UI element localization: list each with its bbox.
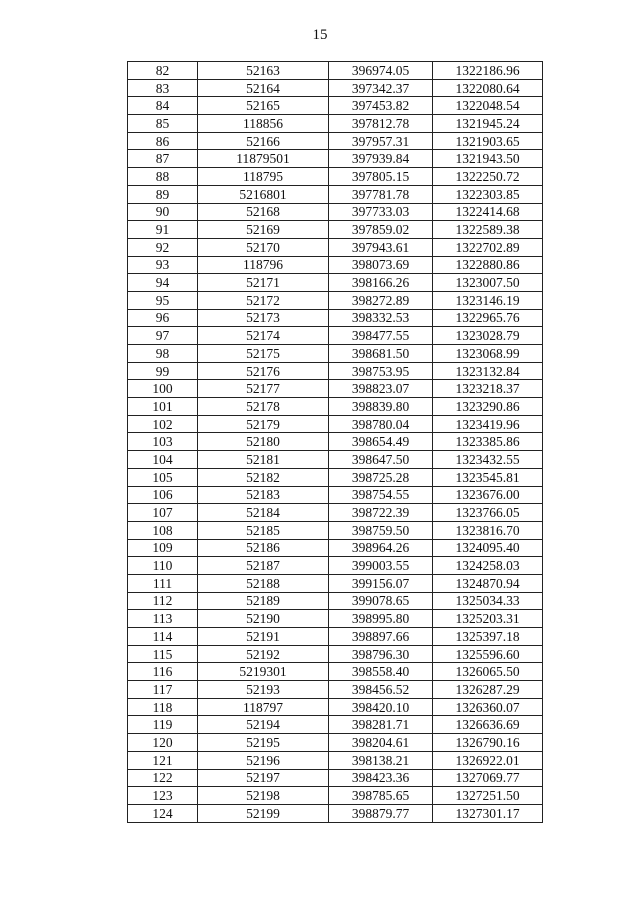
table-row (128, 734, 543, 752)
point-number-cell: 113 (128, 610, 198, 628)
table-row (128, 221, 543, 239)
table-row (128, 521, 543, 539)
y-coordinate-cell: 1323146.19 (433, 291, 543, 309)
table-row (128, 398, 543, 416)
point-id-cell: 52166 (198, 132, 329, 150)
point-number-cell: 119 (128, 716, 198, 734)
point-number-cell: 98 (128, 345, 198, 363)
table-row (128, 62, 543, 80)
point-id-cell: 52170 (198, 238, 329, 256)
point-number-cell: 89 (128, 185, 198, 203)
coordinates-table (127, 61, 543, 823)
point-number-cell: 123 (128, 787, 198, 805)
x-coordinate-cell: 398897.66 (329, 628, 433, 646)
point-number-cell: 121 (128, 751, 198, 769)
point-number-cell: 108 (128, 521, 198, 539)
y-coordinate-cell: 1322589.38 (433, 221, 543, 239)
y-coordinate-cell: 1323218.37 (433, 380, 543, 398)
y-coordinate-cell: 1323385.86 (433, 433, 543, 451)
x-coordinate-cell: 398204.61 (329, 734, 433, 752)
table-row (128, 557, 543, 575)
x-coordinate-cell: 398725.28 (329, 468, 433, 486)
table-row (128, 380, 543, 398)
point-number-cell: 112 (128, 592, 198, 610)
point-id-cell: 52196 (198, 751, 329, 769)
x-coordinate-cell: 397781.78 (329, 185, 433, 203)
point-id-cell: 52183 (198, 486, 329, 504)
table-row (128, 415, 543, 433)
point-id-cell: 52178 (198, 398, 329, 416)
point-number-cell: 92 (128, 238, 198, 256)
table-row (128, 327, 543, 345)
y-coordinate-cell: 1323676.00 (433, 486, 543, 504)
x-coordinate-cell: 397812.78 (329, 115, 433, 133)
x-coordinate-cell: 398138.21 (329, 751, 433, 769)
x-coordinate-cell: 397957.31 (329, 132, 433, 150)
y-coordinate-cell: 1327251.50 (433, 787, 543, 805)
table-row (128, 504, 543, 522)
point-number-cell: 102 (128, 415, 198, 433)
y-coordinate-cell: 1323545.81 (433, 468, 543, 486)
y-coordinate-cell: 1322250.72 (433, 168, 543, 186)
x-coordinate-cell: 398166.26 (329, 274, 433, 292)
point-id-cell: 52175 (198, 345, 329, 363)
x-coordinate-cell: 398780.04 (329, 415, 433, 433)
y-coordinate-cell: 1327069.77 (433, 769, 543, 787)
x-coordinate-cell: 398456.52 (329, 681, 433, 699)
table-row (128, 681, 543, 699)
point-id-cell: 5219301 (198, 663, 329, 681)
y-coordinate-cell: 1321945.24 (433, 115, 543, 133)
y-coordinate-cell: 1323132.84 (433, 362, 543, 380)
table-row (128, 592, 543, 610)
y-coordinate-cell: 1326065.50 (433, 663, 543, 681)
y-coordinate-cell: 1321943.50 (433, 150, 543, 168)
point-number-cell: 114 (128, 628, 198, 646)
table-row (128, 274, 543, 292)
y-coordinate-cell: 1324095.40 (433, 539, 543, 557)
table-row (128, 468, 543, 486)
table-row (128, 451, 543, 469)
point-id-cell: 52173 (198, 309, 329, 327)
y-coordinate-cell: 1325596.60 (433, 645, 543, 663)
table-row (128, 115, 543, 133)
page-number: 15 (312, 27, 328, 43)
x-coordinate-cell: 397342.37 (329, 79, 433, 97)
x-coordinate-cell: 398879.77 (329, 804, 433, 822)
y-coordinate-cell: 1322186.96 (433, 62, 543, 80)
point-id-cell: 52177 (198, 380, 329, 398)
y-coordinate-cell: 1326360.07 (433, 698, 543, 716)
point-number-cell: 99 (128, 362, 198, 380)
table-row (128, 168, 543, 186)
x-coordinate-cell: 398964.26 (329, 539, 433, 557)
table-row (128, 185, 543, 203)
point-id-cell: 52176 (198, 362, 329, 380)
point-id-cell: 52190 (198, 610, 329, 628)
x-coordinate-cell: 398272.89 (329, 291, 433, 309)
table-row (128, 433, 543, 451)
table-row (128, 698, 543, 716)
y-coordinate-cell: 1322702.89 (433, 238, 543, 256)
point-number-cell: 104 (128, 451, 198, 469)
point-id-cell: 11879501 (198, 150, 329, 168)
x-coordinate-cell: 399003.55 (329, 557, 433, 575)
point-number-cell: 95 (128, 291, 198, 309)
table-row (128, 309, 543, 327)
table-row (128, 203, 543, 221)
x-coordinate-cell: 398654.49 (329, 433, 433, 451)
point-id-cell: 52164 (198, 79, 329, 97)
table-row (128, 787, 543, 805)
point-id-cell: 52185 (198, 521, 329, 539)
y-coordinate-cell: 1326287.29 (433, 681, 543, 699)
y-coordinate-cell: 1325034.33 (433, 592, 543, 610)
x-coordinate-cell: 398281.71 (329, 716, 433, 734)
point-number-cell: 124 (128, 804, 198, 822)
x-coordinate-cell: 398759.50 (329, 521, 433, 539)
table-row (128, 574, 543, 592)
point-id-cell: 52199 (198, 804, 329, 822)
table-row (128, 345, 543, 363)
point-id-cell: 52197 (198, 769, 329, 787)
x-coordinate-cell: 398796.30 (329, 645, 433, 663)
point-id-cell: 118795 (198, 168, 329, 186)
table-row (128, 238, 543, 256)
x-coordinate-cell: 397859.02 (329, 221, 433, 239)
point-number-cell: 100 (128, 380, 198, 398)
point-number-cell: 103 (128, 433, 198, 451)
x-coordinate-cell: 398647.50 (329, 451, 433, 469)
x-coordinate-cell: 397453.82 (329, 97, 433, 115)
point-id-cell: 5216801 (198, 185, 329, 203)
x-coordinate-cell: 398073.69 (329, 256, 433, 274)
point-number-cell: 107 (128, 504, 198, 522)
y-coordinate-cell: 1323766.05 (433, 504, 543, 522)
y-coordinate-cell: 1322303.85 (433, 185, 543, 203)
point-number-cell: 87 (128, 150, 198, 168)
x-coordinate-cell: 399156.07 (329, 574, 433, 592)
table-row (128, 291, 543, 309)
table-row (128, 645, 543, 663)
point-id-cell: 52186 (198, 539, 329, 557)
point-number-cell: 88 (128, 168, 198, 186)
point-number-cell: 101 (128, 398, 198, 416)
point-id-cell: 52187 (198, 557, 329, 575)
y-coordinate-cell: 1325397.18 (433, 628, 543, 646)
x-coordinate-cell: 399078.65 (329, 592, 433, 610)
point-id-cell: 52180 (198, 433, 329, 451)
point-number-cell: 86 (128, 132, 198, 150)
point-number-cell: 90 (128, 203, 198, 221)
x-coordinate-cell: 398754.55 (329, 486, 433, 504)
point-id-cell: 52192 (198, 645, 329, 663)
y-coordinate-cell: 1326790.16 (433, 734, 543, 752)
point-id-cell: 52191 (198, 628, 329, 646)
x-coordinate-cell: 398823.07 (329, 380, 433, 398)
table-row (128, 751, 543, 769)
table-row (128, 716, 543, 734)
y-coordinate-cell: 1325203.31 (433, 610, 543, 628)
table-row (128, 132, 543, 150)
point-number-cell: 91 (128, 221, 198, 239)
point-id-cell: 52168 (198, 203, 329, 221)
point-id-cell: 52189 (198, 592, 329, 610)
y-coordinate-cell: 1324870.94 (433, 574, 543, 592)
y-coordinate-cell: 1327301.17 (433, 804, 543, 822)
y-coordinate-cell: 1323419.96 (433, 415, 543, 433)
point-number-cell: 94 (128, 274, 198, 292)
y-coordinate-cell: 1323432.55 (433, 451, 543, 469)
y-coordinate-cell: 1321903.65 (433, 132, 543, 150)
point-number-cell: 117 (128, 681, 198, 699)
y-coordinate-cell: 1322880.86 (433, 256, 543, 274)
y-coordinate-cell: 1323290.86 (433, 398, 543, 416)
point-number-cell: 115 (128, 645, 198, 663)
point-number-cell: 118 (128, 698, 198, 716)
table-row (128, 362, 543, 380)
point-number-cell: 85 (128, 115, 198, 133)
table-body (128, 62, 543, 823)
point-number-cell: 105 (128, 468, 198, 486)
y-coordinate-cell: 1324258.03 (433, 557, 543, 575)
point-number-cell: 122 (128, 769, 198, 787)
y-coordinate-cell: 1322414.68 (433, 203, 543, 221)
point-number-cell: 116 (128, 663, 198, 681)
point-number-cell: 120 (128, 734, 198, 752)
point-id-cell: 118797 (198, 698, 329, 716)
table-row (128, 610, 543, 628)
point-id-cell: 52163 (198, 62, 329, 80)
table-row (128, 539, 543, 557)
point-number-cell: 93 (128, 256, 198, 274)
x-coordinate-cell: 398423.36 (329, 769, 433, 787)
y-coordinate-cell: 1323007.50 (433, 274, 543, 292)
y-coordinate-cell: 1323816.70 (433, 521, 543, 539)
y-coordinate-cell: 1322080.64 (433, 79, 543, 97)
x-coordinate-cell: 398722.39 (329, 504, 433, 522)
y-coordinate-cell: 1323028.79 (433, 327, 543, 345)
table-row (128, 804, 543, 822)
y-coordinate-cell: 1326636.69 (433, 716, 543, 734)
point-id-cell: 52171 (198, 274, 329, 292)
point-id-cell: 52188 (198, 574, 329, 592)
point-id-cell: 52194 (198, 716, 329, 734)
x-coordinate-cell: 398753.95 (329, 362, 433, 380)
point-number-cell: 106 (128, 486, 198, 504)
point-id-cell: 52184 (198, 504, 329, 522)
point-number-cell: 96 (128, 309, 198, 327)
x-coordinate-cell: 398558.40 (329, 663, 433, 681)
point-number-cell: 97 (128, 327, 198, 345)
point-id-cell: 52193 (198, 681, 329, 699)
x-coordinate-cell: 398420.10 (329, 698, 433, 716)
table-row (128, 97, 543, 115)
table-row (128, 769, 543, 787)
point-id-cell: 52172 (198, 291, 329, 309)
table-row (128, 663, 543, 681)
point-id-cell: 52174 (198, 327, 329, 345)
point-id-cell: 52181 (198, 451, 329, 469)
y-coordinate-cell: 1323068.99 (433, 345, 543, 363)
point-number-cell: 110 (128, 557, 198, 575)
table-row (128, 486, 543, 504)
x-coordinate-cell: 396974.05 (329, 62, 433, 80)
x-coordinate-cell: 398995.80 (329, 610, 433, 628)
table-row (128, 150, 543, 168)
point-id-cell: 118796 (198, 256, 329, 274)
point-id-cell: 52165 (198, 97, 329, 115)
x-coordinate-cell: 398681.50 (329, 345, 433, 363)
x-coordinate-cell: 397805.15 (329, 168, 433, 186)
point-id-cell: 118856 (198, 115, 329, 133)
x-coordinate-cell: 397939.84 (329, 150, 433, 168)
y-coordinate-cell: 1322048.54 (433, 97, 543, 115)
point-number-cell: 83 (128, 79, 198, 97)
point-id-cell: 52169 (198, 221, 329, 239)
table-row (128, 628, 543, 646)
point-number-cell: 111 (128, 574, 198, 592)
point-number-cell: 109 (128, 539, 198, 557)
table-row (128, 79, 543, 97)
point-number-cell: 82 (128, 62, 198, 80)
x-coordinate-cell: 397943.61 (329, 238, 433, 256)
point-number-cell: 84 (128, 97, 198, 115)
x-coordinate-cell: 398785.65 (329, 787, 433, 805)
y-coordinate-cell: 1326922.01 (433, 751, 543, 769)
point-id-cell: 52182 (198, 468, 329, 486)
x-coordinate-cell: 397733.03 (329, 203, 433, 221)
point-id-cell: 52195 (198, 734, 329, 752)
point-id-cell: 52198 (198, 787, 329, 805)
x-coordinate-cell: 398839.80 (329, 398, 433, 416)
x-coordinate-cell: 398332.53 (329, 309, 433, 327)
point-id-cell: 52179 (198, 415, 329, 433)
table-row (128, 256, 543, 274)
x-coordinate-cell: 398477.55 (329, 327, 433, 345)
y-coordinate-cell: 1322965.76 (433, 309, 543, 327)
